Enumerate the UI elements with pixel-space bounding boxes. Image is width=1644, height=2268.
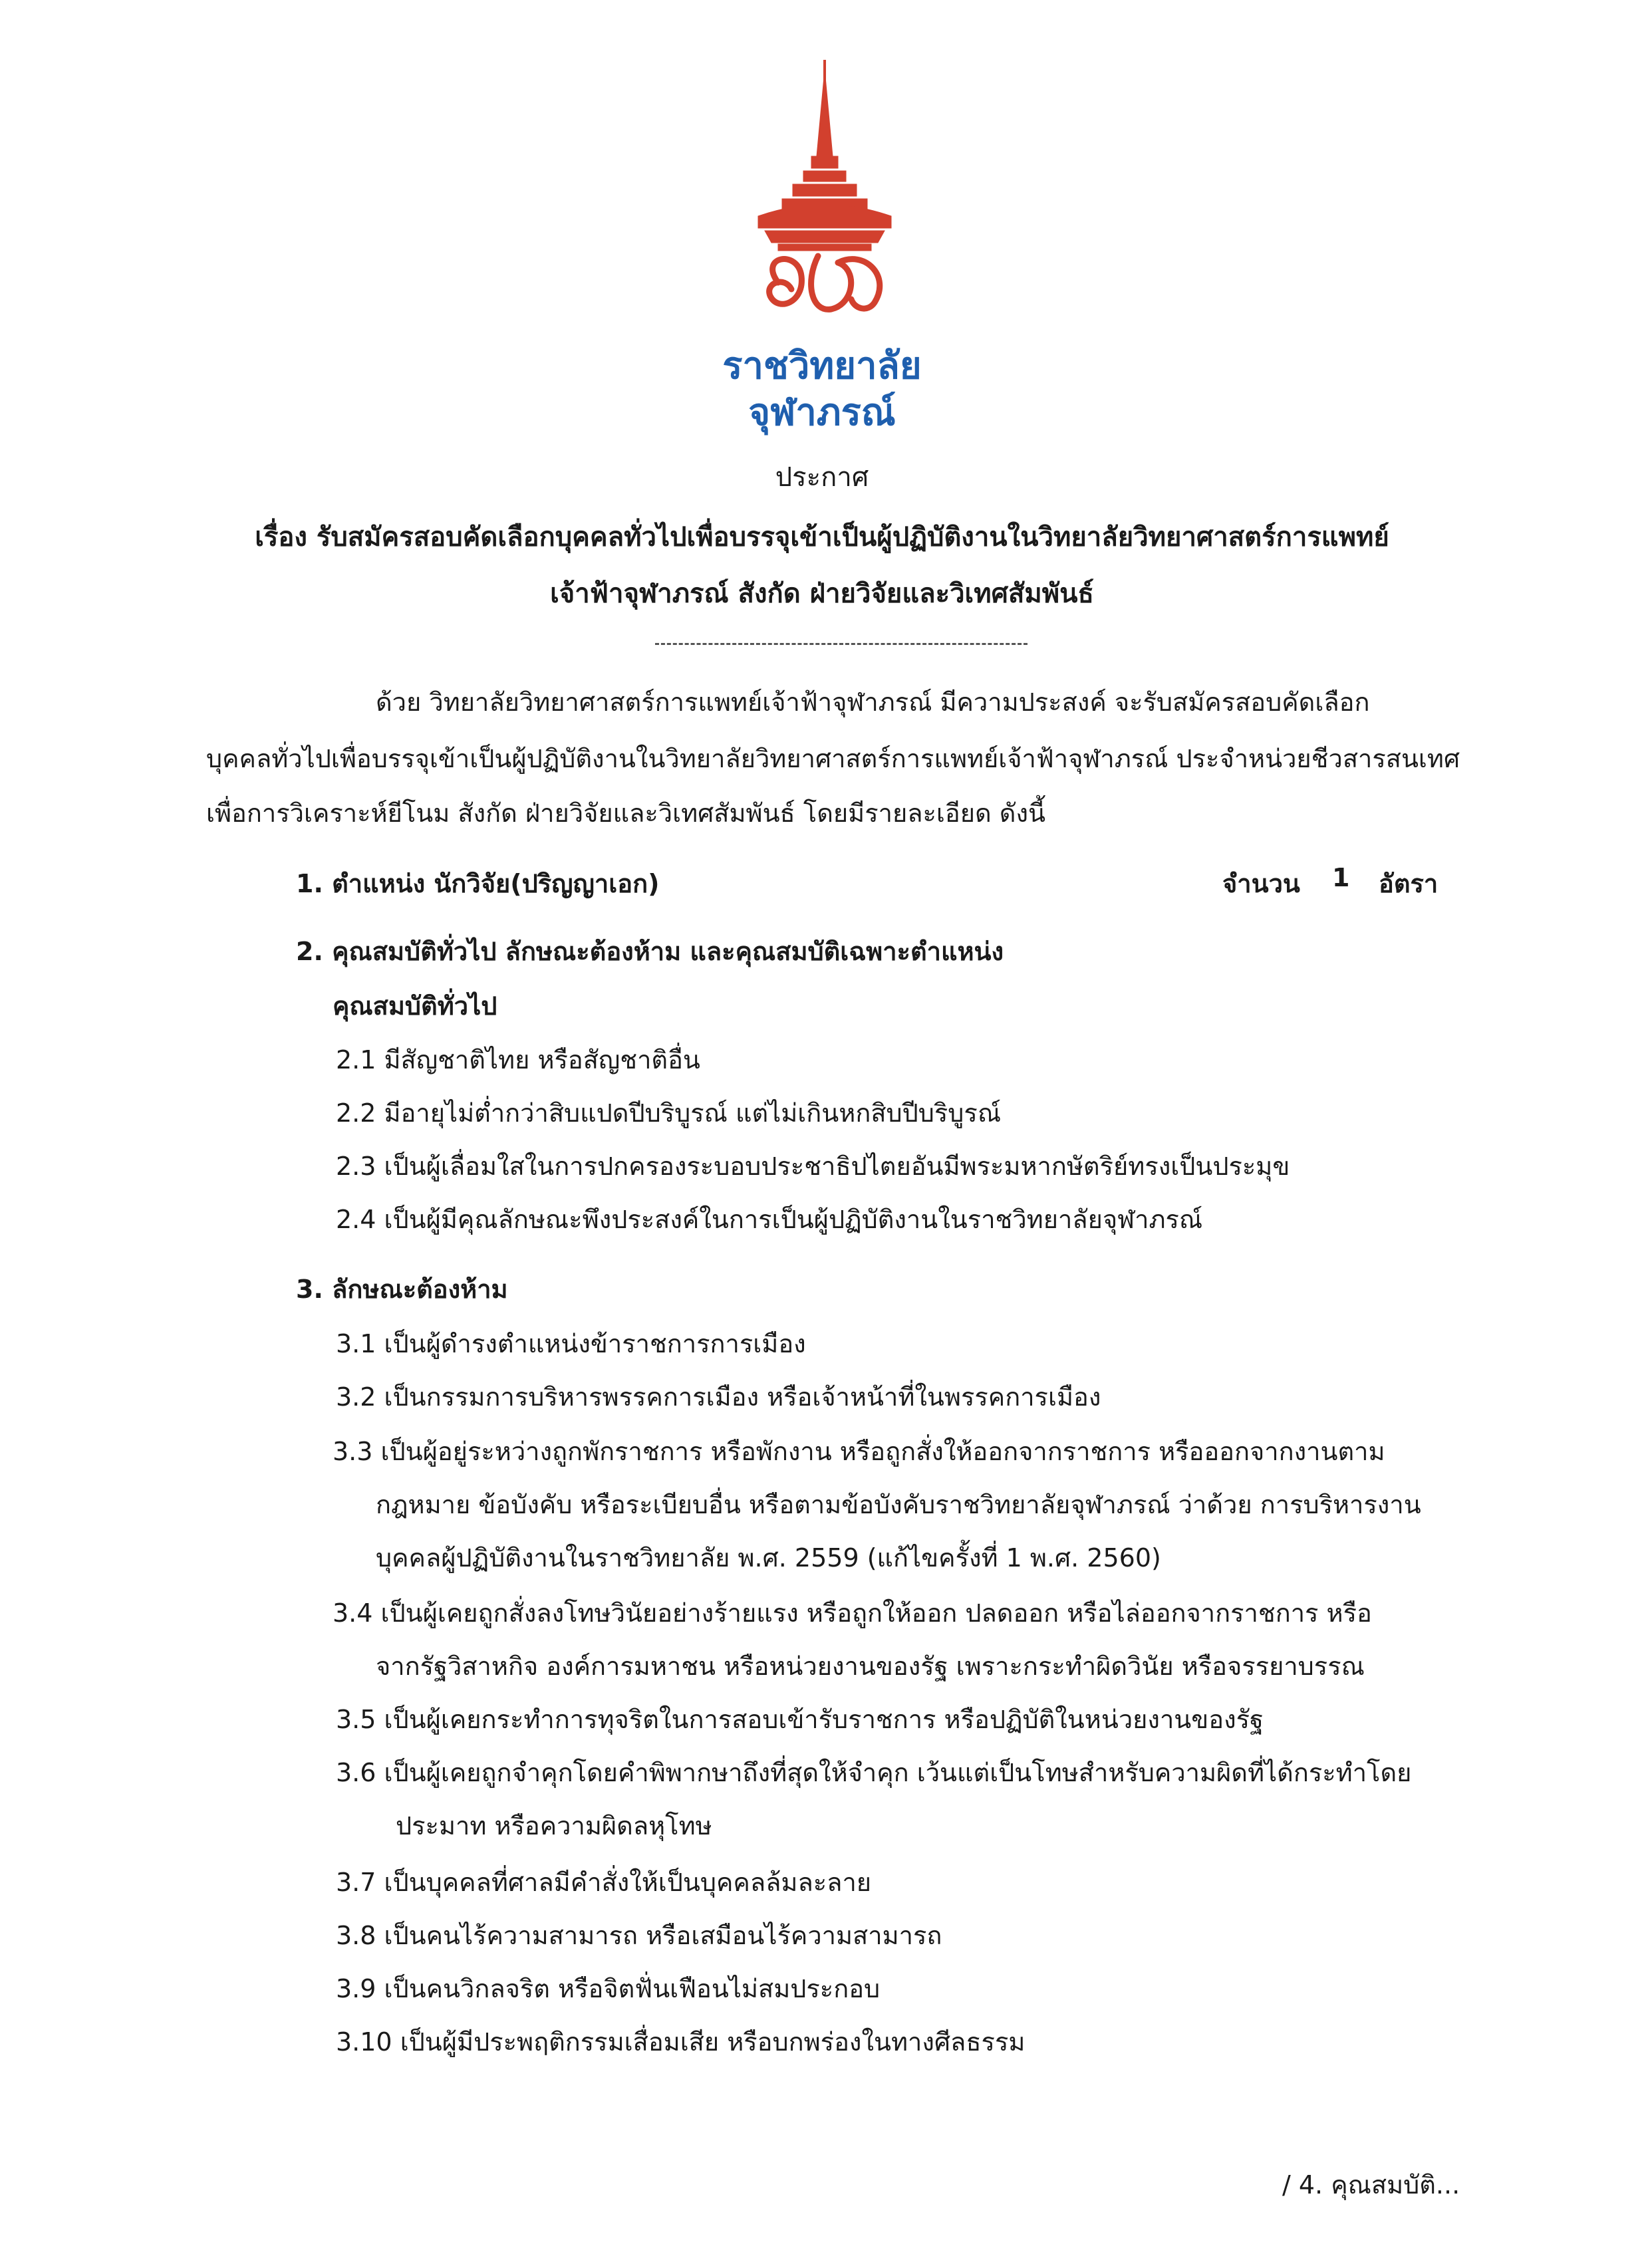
section-3-title: 3. ลักษณะต้องห้าม xyxy=(296,1275,508,1304)
list-item: 3.3 เป็นผู้อยู่ระหว่างถูกพักราชการ หรือพักงาน หรือถูกสั่งให้ออกจากราชการ หรือออกจากงานตาม xyxy=(333,1437,1385,1466)
subject-line-2: เจ้าฟ้าจุฬาภรณ์ สังกัด ฝ่ายวิจัยและวิเทศสัมพันธ์ xyxy=(550,578,1094,609)
org-name-line2: จุฬาภรณ์ xyxy=(748,391,896,434)
list-item: 3.10 เป็นผู้มีประพฤติกรรมเสื่อมเสีย หรือบกพร่องในทางศีลธรรม xyxy=(336,2027,1026,2057)
list-item: 2.1 มีสัญชาติไทย หรือสัญชาติอื่น xyxy=(336,1045,700,1074)
section-2-subtitle: คุณสมบัติทั่วไป xyxy=(333,991,497,1021)
list-item: 3.4 เป็นผู้เคยถูกสั่งลงโทษวินัยอย่างร้ายแรง หรือถูกให้ออก ปลดออก หรือไล่ออกจากราชการ หรือ xyxy=(333,1598,1372,1628)
position-count: 1 xyxy=(1332,863,1350,892)
list-item: 2.4 เป็นผู้มีคุณลักษณะพึงประสงค์ในการเป็นผู้ปฏิบัติงานในราชวิทยาลัยจุฬาภรณ์ xyxy=(336,1205,1203,1234)
list-item-continued: ประมาท หรือความผิดลหุโทษ xyxy=(396,1811,712,1840)
position-title: 1. ตำแหน่ง นักวิจัย(ปริญญาเอก) xyxy=(296,869,660,898)
list-item: 3.5 เป็นผู้เคยกระทำการทุจริตในการสอบเข้ารับราชการ หรือปฏิบัติในหน่วยงานของรัฐ xyxy=(336,1705,1264,1734)
list-item-continued: จากรัฐวิสาหกิจ องค์การมหาชน หรือหน่วยงานของรัฐ เพราะกระทำผิดวินัย หรือจรรยาบรรณ xyxy=(376,1652,1365,1681)
page-continuation: / 4. คุณสมบัติ... xyxy=(1282,2170,1460,2200)
intro-line-3: เพื่อการวิเคราะห์ยีโนม สังกัด ฝ่ายวิจัยและวิเทศสัมพันธ์ โดยมีรายละเอียด ดังนี้ xyxy=(206,799,1045,828)
chulabhorn-crown-emblem-icon xyxy=(738,57,911,322)
divider xyxy=(655,643,1028,645)
intro-line-1: ด้วย วิทยาลัยวิทยาศาสตร์การแพทย์เจ้าฟ้าจุฬาภรณ์ มีความประสงค์ จะรับสมัครสอบคัดเลือก xyxy=(376,688,1370,717)
intro-line-2: บุคคลทั่วไปเพื่อบรรจุเข้าเป็นผู้ปฏิบัติงานในวิทยาลัยวิทยาศาสตร์การแพทย์เจ้าฟ้าจุฬาภรณ์ ประจำหน่วยชีวสารสนเทศ xyxy=(206,744,1460,773)
list-item-continued: บุคคลผู้ปฏิบัติงานในราชวิทยาลัย พ.ศ. 2559 (แก้ไขครั้งที่ 1 พ.ศ. 2560) xyxy=(376,1543,1161,1573)
position-unit: อัตรา xyxy=(1379,869,1438,898)
list-item: 2.2 มีอายุไม่ต่ำกว่าสิบแปดปีบริบูรณ์ แต่ไม่เกินหกสิบปีบริบูรณ์ xyxy=(336,1098,1002,1128)
list-item: 3.8 เป็นคนไร้ความสามารถ หรือเสมือนไร้ความสามารถ xyxy=(336,1921,942,1950)
position-count-label: จำนวน xyxy=(1222,869,1300,898)
list-item: 3.9 เป็นคนวิกลจริต หรือจิตฟั่นเฟือนไม่สมประกอบ xyxy=(336,1974,881,2003)
list-item: 3.1 เป็นผู้ดำรงตำแหน่งข้าราชการการเมือง xyxy=(336,1329,806,1358)
list-item-continued: กฎหมาย ข้อบังคับ หรือระเบียบอื่น หรือตามข้อบังคับราชวิทยาลัยจุฬาภรณ์ ว่าด้วย การบริหารงาน xyxy=(376,1490,1421,1519)
announcement-heading: ประกาศ xyxy=(775,462,869,493)
list-item: 3.7 เป็นบุคคลที่ศาลมีคำสั่งให้เป็นบุคคลล้มละลาย xyxy=(336,1868,872,1897)
list-item: 3.6 เป็นผู้เคยถูกจำคุกโดยคำพิพากษาถึงที่สุดให้จำคุก เว้นแต่เป็นโทษสำหรับความผิดที่ได้กระทำโดย xyxy=(336,1758,1412,1787)
list-item: 2.3 เป็นผู้เลื่อมใสในการปกครองระบอบประชาธิปไตยอันมีพระมหากษัตริย์ทรงเป็นประมุข xyxy=(336,1152,1290,1181)
subject-line-1: เรื่อง รับสมัครสอบคัดเลือกบุคคลทั่วไปเพื่อบรรจุเข้าเป็นผู้ปฏิบัติงานในวิทยาลัยวิทยาศาสตร์การแพทย์ xyxy=(255,522,1389,553)
section-2-title: 2. คุณสมบัติทั่วไป ลักษณะต้องห้าม และคุณสมบัติเฉพาะตำแหน่ง xyxy=(296,937,1004,966)
org-name-line1: ราชวิทยาลัย xyxy=(722,344,922,388)
list-item: 3.2 เป็นกรรมการบริหารพรรคการเมือง หรือเจ้าหน้าที่ในพรรคการเมือง xyxy=(336,1382,1101,1412)
